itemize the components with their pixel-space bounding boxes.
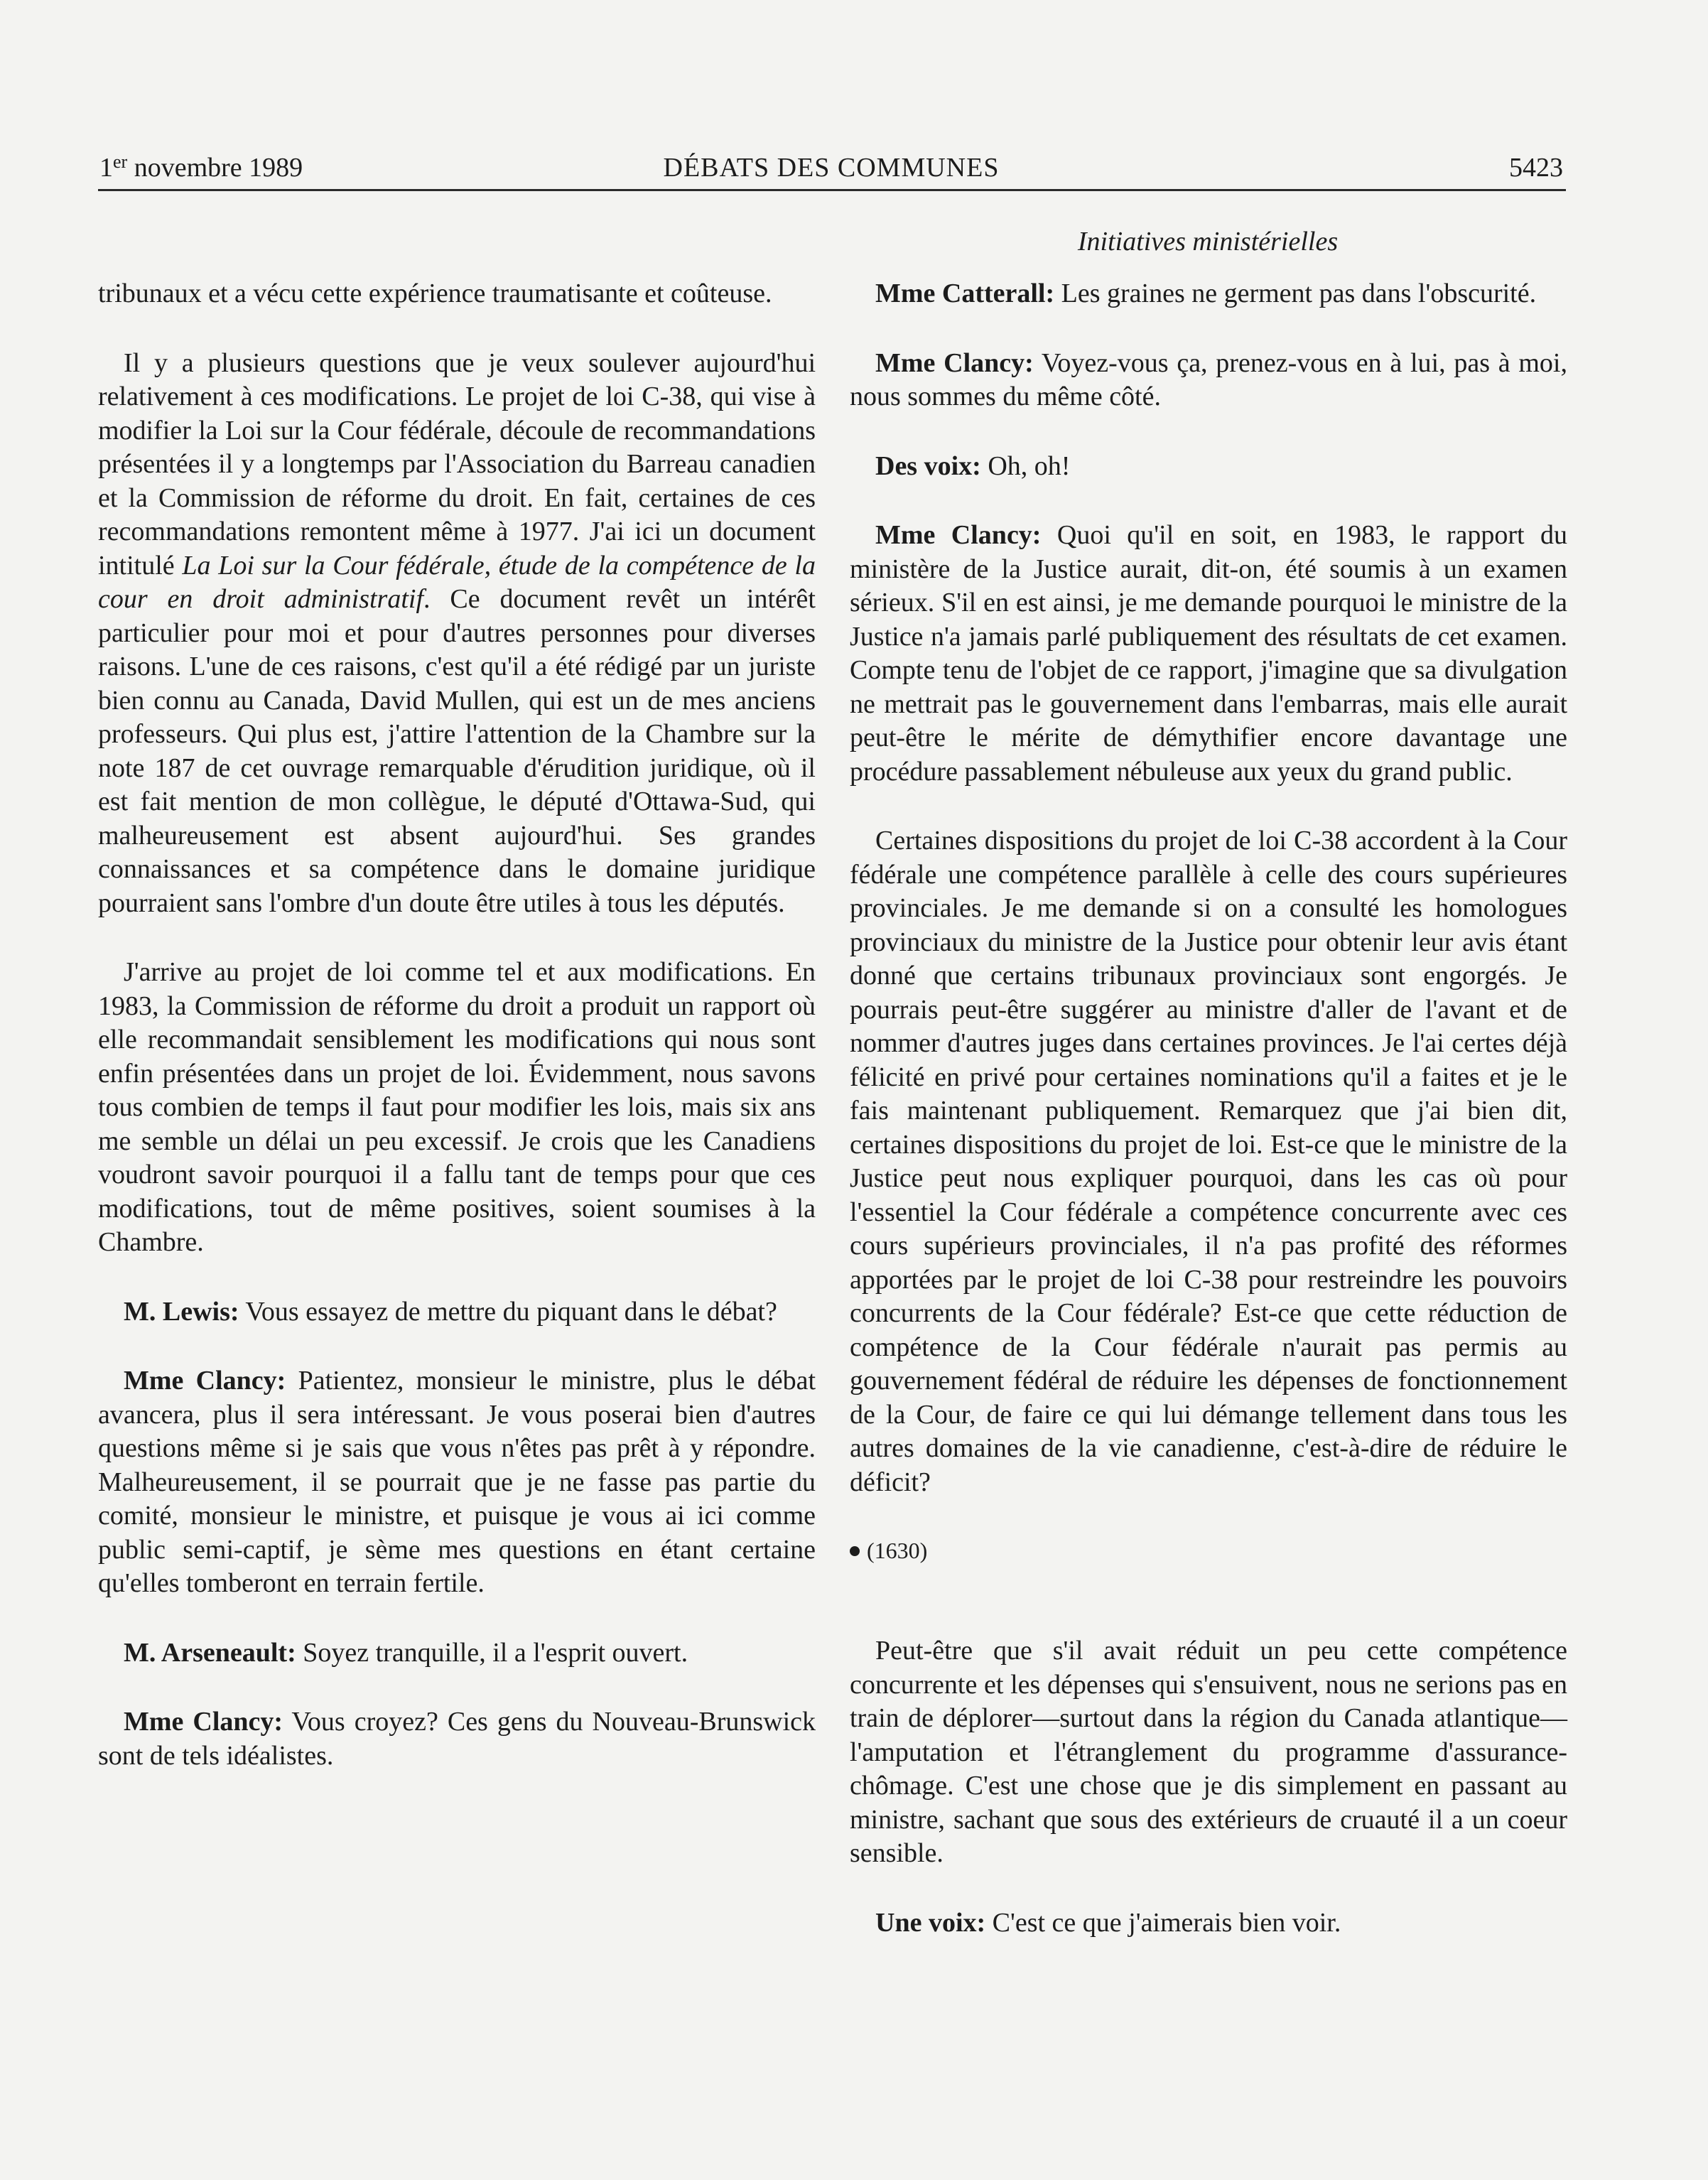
speaker-name: Mme Clancy: [875,520,1042,550]
speaker-name: Des voix: [875,450,981,481]
speech-text: Soyez tranquille, il a l'esprit ouvert. [296,1637,688,1668]
date-day: 1 [99,153,113,183]
speech [850,277,1567,311]
paragraph-text: Il y a plusieurs questions que je veux soulever aujourd'hui relativement à ces modifications. Le projet de loi C-38, qui vise à modifier la Loi sur la Cour fédérale, découle de recommandations présentées il y a longtemps par l'Association du Barreau canadien et la Commission de réforme du droit. En fait, certaines de ces recommandations remontent même à 1977. J'ai ici un document intitulé [98,347,816,581]
left-column [98,277,816,1808]
paragraph: Peut-être que s'il avait réduit un peu cette compétence concurrente et les dépenses qui s'ensuivent, nous ne serions pas en train de déplorer—surtout dans la région du Canada atlantique—l'amputation et l'étranglement du programme d'assurance-chômage. C'est une chose que je dis simplement en passant au ministre, sachant que sous des extérieurs de cruauté il a un coeur sensible. [850,1636,1567,1868]
speech [850,347,1567,414]
time-marker-text: (1630) [867,1538,928,1563]
speaker-name: M. Arseneault: [124,1637,296,1668]
running-header [99,148,1563,188]
speech-text: Vous croyez? Ces gens du Nouveau-Brunswick sont de tels idéalistes. [98,1707,816,1771]
speech-text: C'est ce que j'aimerais bien voir. [985,1907,1341,1938]
paragraph [98,347,816,921]
speech [98,1705,816,1773]
document-title: La Loi sur la Cour fédérale, étude de la compétence de la cour en droit administratif [98,550,816,614]
speech-text: Patientez, monsieur le ministre, plus le débat avancera, plus il sera intéressant. Je vous poserai bien d'autres questions même si je sais que vous n'êtes pas prêt à y répondre. Malheureusement, il se pourrait que je ne fasse pas partie du comité, monsieur le ministre, et puisque je vous ai ici comme public semi-captif, je sème mes questions en étant certaine qu'elles tomberont en terrain fertile. [98,1366,816,1598]
speech-text: Vous essayez de mettre du piquant dans le débat? [239,1296,777,1327]
speech-text: Voyez-vous ça, prenez-vous en à lui, pas à moi, nous sommes du même côté. [850,347,1567,411]
header-rule [98,189,1566,191]
paragraph-text: . Ce document revêt un intérêt particulier pour moi et pour d'autres personnes pour diverses raisons. L'une de ces raisons, c'est qu'il a été rédigé par un juriste bien connu au Canada, David Mullen, qui est un de mes anciens professeurs. Qui plus est, j'attire l'attention de la Chambre sur la note 187 de cet ouvrage remarquable d'érudition juridique, où il est fait mention de mon collègue, le député d'Ottawa-Sud, qui malheureusement est absent aujourd'hui. Ses grandes connaissances et sa compétence dans le domaine juridique pourraient sans l'ombre d'un doute être utiles à tous les députés. [98,584,816,918]
speaker-name: Une voix: [875,1907,986,1938]
speaker-name: M. Lewis: [124,1296,239,1327]
paragraph: Certaines dispositions du projet de loi C-38 accordent à la Cour fédérale une compétence parallèle à celle des cours supérieures provinciales. Je me demande si on a consulté les homologues provinciaux du ministre de la Justice pour obtenir leur avis étant donné que certains tribunaux provinciaux sont engorgés. Je pourrais peut-être suggérer au ministre d'aller de l'avant et de nommer d'autres juges dans certaines provinces. Je l'ai certes déjà félicité en privé pour certaines nominations qu'il a faites et je le fais maintenant publiquement. Remarquez que j'ai bien dit, certaines dispositions du projet de loi. Est-ce que le ministre de la Justice peut nous expliquer pourquoi, dans les cas où pour l'essentiel la Cour fédérale a compétence concurrente avec ces cours supérieurs provinciales, il n'a pas profité des réformes apportées par le projet de loi C-38 pour restreindre les pouvoirs concurrents de la Cour fédérale? Est-ce que cette réduction de compétence de la Cour fédérale n'aurait pas permis au gouvernement fédéral de réduire les dépenses de fonctionnement de la Cour, de faire ce qui lui démange tellement dans tous les autres domaines de la vie canadienne, c'est-à-dire de réduire le déficit? [850,826,1567,1497]
speech [98,1295,816,1329]
time-marker [850,1535,1567,1566]
right-column [850,277,1567,1975]
speech [98,1636,816,1671]
page-number: 5423 [1509,153,1563,183]
speech [98,1364,816,1601]
speech [850,450,1567,484]
speech [850,1906,1567,1941]
speech-text: Quoi qu'il en soit, en 1983, le rapport du ministère de la Justice aurait, dit-on, été soumis à un examen sérieux. S'il en est ainsi, je me demande pourquoi le ministre de la Justice n'a jamais parlé publiquement des résultats de cet examen. Compte tenu de l'objet de ce rapport, j'imagine que sa divulgation ne mettrait pas le gouvernement dans l'embarras, mais elle aurait peut-être le mérite de démythifier encore davantage une procédure passablement nébuleuse aux yeux du grand public. [850,520,1567,787]
speech-text: Oh, oh! [980,450,1071,481]
section-label: Initiatives ministérielles [1077,227,1339,257]
speech [850,519,1567,789]
date-superscript: er [113,151,128,172]
speech-text: Les graines ne germent pas dans l'obscurité. [1054,279,1537,308]
speaker-name: Mme Clancy: [124,1707,283,1737]
paragraph: tribunaux et a vécu cette expérience traumatisante et coûteuse. [98,279,772,308]
bullet-icon [850,1546,860,1556]
date-rest: novembre 1989 [127,153,303,183]
speaker-name: Mme Clancy: [875,347,1034,378]
paragraph: J'arrive au projet de loi comme tel et aux modifications. En 1983, la Commission de réforme du droit a produit un rapport où elle recommandait sensiblement les modifications qui nous sont enfin présentées dans un projet de loi. Évidemment, nous savons tous combien de temps il faut pour modifier les lois, mais six ans me semble un délai un peu excessif. Je crois que les Canadiens voudront savoir pourquoi il a fallu tant de temps pour que ces modifications, tout de même positives, soient soumises à la Chambre. [98,957,816,1257]
speaker-name: Mme Catterall: [875,279,1055,308]
speaker-name: Mme Clancy: [124,1366,286,1396]
publication-title: DÉBATS DES COMMUNES [663,153,1000,183]
